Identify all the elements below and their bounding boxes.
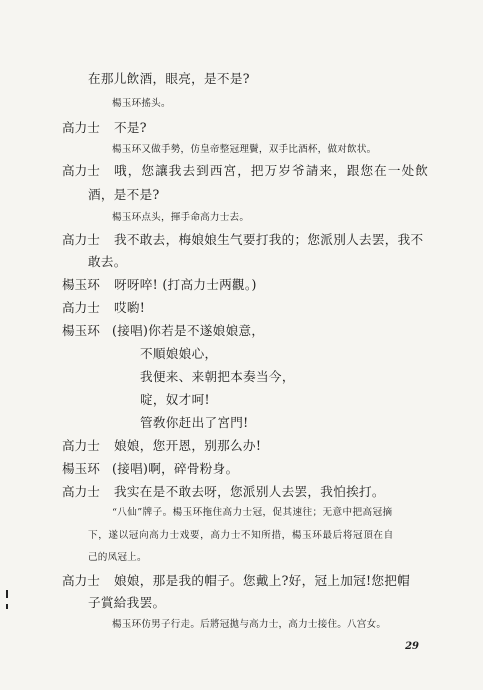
dialogue-line: 呀呀啐! (打高力士两觀。) (114, 277, 257, 292)
speaker-label: 高力士 (62, 484, 100, 499)
dialogue-line: 子賞給我罢。 (88, 595, 166, 610)
stage-direction: 楊玉环又做手勢，仿皇帝整冠理鬢，双手比酒杯，做对飲状。 (112, 144, 377, 155)
stage-direction: 下，遂以冠向高力士戏要，高力士不知所措，楊玉环最后将冠頂在自 (88, 530, 394, 541)
binding-mark (6, 590, 8, 598)
song-line: 不順娘娘心， (140, 346, 218, 361)
dialogue-line: 哎喲! (114, 300, 146, 315)
speaker-label: 高力士 (62, 232, 100, 247)
dialogue-line: 敢去。 (88, 254, 127, 269)
dialogue-line: 娘娘，那是我的帽子。您戴上?好，冠上加冠!您把帽 (114, 573, 411, 588)
dialogue-line: 娘娘，您开恩，别那么办! (114, 438, 262, 453)
dialogue-line: 我不敢去，梅娘娘生气要打我的；您派別人去罢，我不 (114, 232, 424, 247)
speaker-label: 楊玉环 (62, 277, 100, 292)
speaker-label: 高力士 (62, 573, 100, 588)
dialogue-line: (接唱)啊，碎骨粉身。 (112, 461, 239, 476)
stage-direction: 己的凤冠上。 (88, 552, 147, 563)
stage-direction: “八仙”牌子。楊玉环拖住高力士冠，促其速往；无意中把高冠摘 (112, 507, 393, 518)
dialogue-line: 不是? (114, 120, 147, 135)
speaker-label: 高力士 (62, 120, 100, 135)
stage-direction: 楊玉环点头，揮手命高力士去。 (112, 212, 250, 223)
dialogue-line: 酒，是不是? (88, 187, 160, 202)
stage-direction: 楊玉环仿男子行走。后將冠拋与高力士，高力士接住。八宫女。 (112, 619, 387, 630)
page-number: 29 (405, 641, 419, 652)
binding-mark (6, 604, 8, 609)
song-line: 我便来、来朝把本奏当今， (140, 369, 295, 384)
speaker-label: 高力士 (62, 163, 100, 178)
speaker-label: 楊玉环 (62, 323, 100, 338)
speaker-label: 楊玉环 (62, 461, 100, 476)
song-line: 啶，奴才呵! (140, 392, 210, 407)
dialogue-line: 我实在是不敢去呀，您派别人去罢，我怕挨打。 (114, 484, 385, 499)
speaker-label: 高力士 (62, 438, 100, 453)
dialogue-line: 哦，您讓我去到西宮，把万岁爷請来，跟您在一处飲 (114, 163, 429, 178)
dialogue-line: (接唱)你若是不遂娘娘意， (112, 323, 265, 338)
song-line: 管敎你赶出了宮門! (140, 415, 249, 430)
speaker-label: 高力士 (62, 300, 100, 315)
text-line: 在那儿飲酒，眼亮，是不是? (88, 71, 250, 86)
stage-direction: 楊玉环搖头。 (112, 98, 171, 109)
